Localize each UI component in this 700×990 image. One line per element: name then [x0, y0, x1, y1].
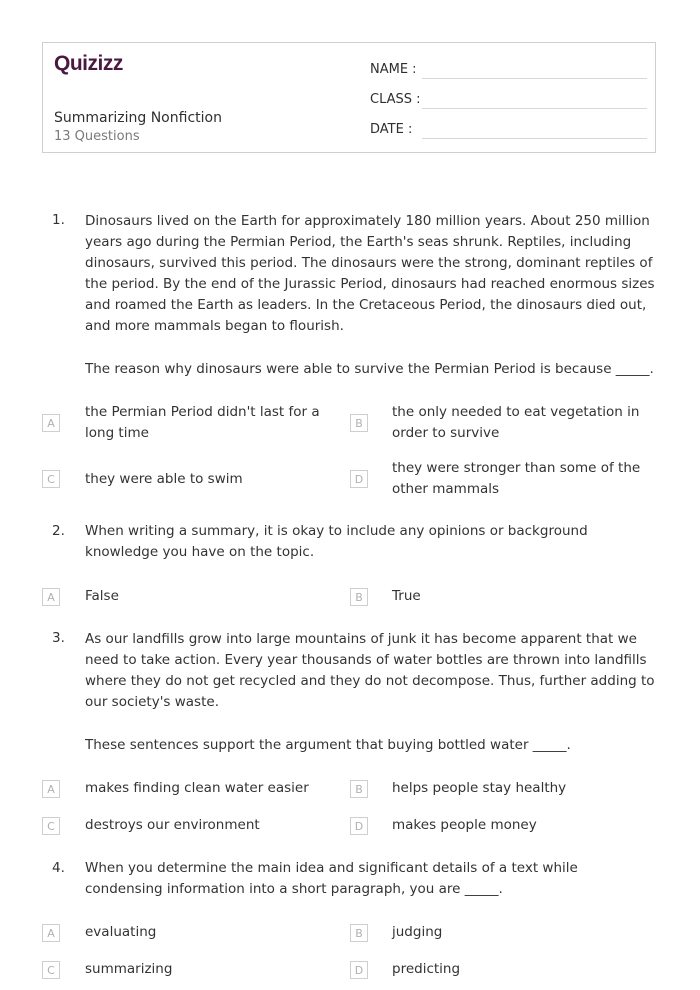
class-line[interactable] — [422, 108, 647, 109]
option-b-text[interactable]: helps people stay healthy — [392, 780, 567, 796]
worksheet-title: Summarizing Nonfiction — [54, 110, 222, 126]
option-b-box[interactable]: B — [350, 924, 368, 942]
name-field[interactable] — [370, 59, 647, 79]
question-prompt: When you determine the main idea and significant details of a text while condensing information into a short paragraph, you are _____. — [85, 860, 578, 897]
option-a-box[interactable]: A — [42, 924, 60, 942]
question-passage: As our landfills grow into large mountains of junk it has become apparent that we need to take action. Every year thousands of water bottles are thrown into landfills where they do not get recycled and they do not decompose. Thus, further adding to our society's waste. — [85, 631, 655, 710]
option-d-text[interactable]: they were stronger than some of the other mammals — [392, 460, 641, 497]
question-passage: Dinosaurs lived on the Earth for approximately 180 million years. About 250 million years ago during the Permian Period, the Earth's seas shrunk. Reptiles, including dinosaurs, survived this period. The dinosaurs were the strong, dominant reptiles of the period. By the end of the Jurassic Period, dinosaurs had reached enormous sizes and roamed the Earth as leaders. In the Cretaceous Period, the dinosaurs died out, and more mammals began to flourish. — [85, 213, 655, 334]
question-prompt: These sentences support the argument that buying bottled water _____. — [85, 737, 571, 753]
question-number: 3. — [52, 630, 65, 646]
option-d-box[interactable]: D — [350, 470, 368, 488]
question-number: 4. — [52, 860, 65, 876]
option-c-box[interactable]: C — [42, 817, 60, 835]
option-d-box[interactable]: D — [350, 817, 368, 835]
name-label: NAME : — [370, 62, 417, 77]
option-a-box[interactable]: A — [42, 414, 60, 432]
option-a-text[interactable]: False — [85, 588, 119, 604]
date-label: DATE : — [370, 122, 413, 137]
option-d-text[interactable]: predicting — [392, 961, 461, 977]
option-b-text[interactable]: True — [392, 588, 421, 604]
question-count: 13 Questions — [54, 129, 140, 144]
date-field[interactable] — [370, 119, 647, 139]
question-number: 1. — [52, 212, 65, 228]
option-c-box[interactable]: C — [42, 470, 60, 488]
quizizz-logo: Quizizz — [54, 52, 123, 75]
name-line[interactable] — [422, 78, 647, 79]
class-field[interactable] — [370, 89, 647, 109]
option-a-text[interactable]: the Permian Period didn't last for a long time — [85, 404, 320, 441]
option-c-text[interactable]: destroys our environment — [85, 817, 260, 833]
class-label: CLASS : — [370, 92, 421, 107]
option-b-box[interactable]: B — [350, 780, 368, 798]
option-a-text[interactable]: makes finding clean water easier — [85, 780, 309, 796]
question-prompt: The reason why dinosaurs were able to survive the Permian Period is because _____. — [85, 361, 654, 377]
question-prompt: When writing a summary, it is okay to include any opinions or background knowledge you have on the topic. — [85, 523, 588, 560]
date-line[interactable] — [422, 138, 647, 139]
option-b-box[interactable]: B — [350, 588, 368, 606]
option-d-box[interactable]: D — [350, 961, 368, 979]
option-b-box[interactable]: B — [350, 414, 368, 432]
option-c-text[interactable]: summarizing — [85, 961, 173, 977]
option-b-text[interactable]: the only needed to eat vegetation in order to survive — [392, 404, 640, 441]
option-a-box[interactable]: A — [42, 588, 60, 606]
option-b-text[interactable]: judging — [392, 924, 443, 940]
question-number: 2. — [52, 523, 65, 539]
worksheet-header — [42, 42, 656, 153]
option-c-text[interactable]: they were able to swim — [85, 471, 243, 487]
option-d-text[interactable]: makes people money — [392, 817, 537, 833]
option-c-box[interactable]: C — [42, 961, 60, 979]
option-a-text[interactable]: evaluating — [85, 924, 157, 940]
option-a-box[interactable]: A — [42, 780, 60, 798]
